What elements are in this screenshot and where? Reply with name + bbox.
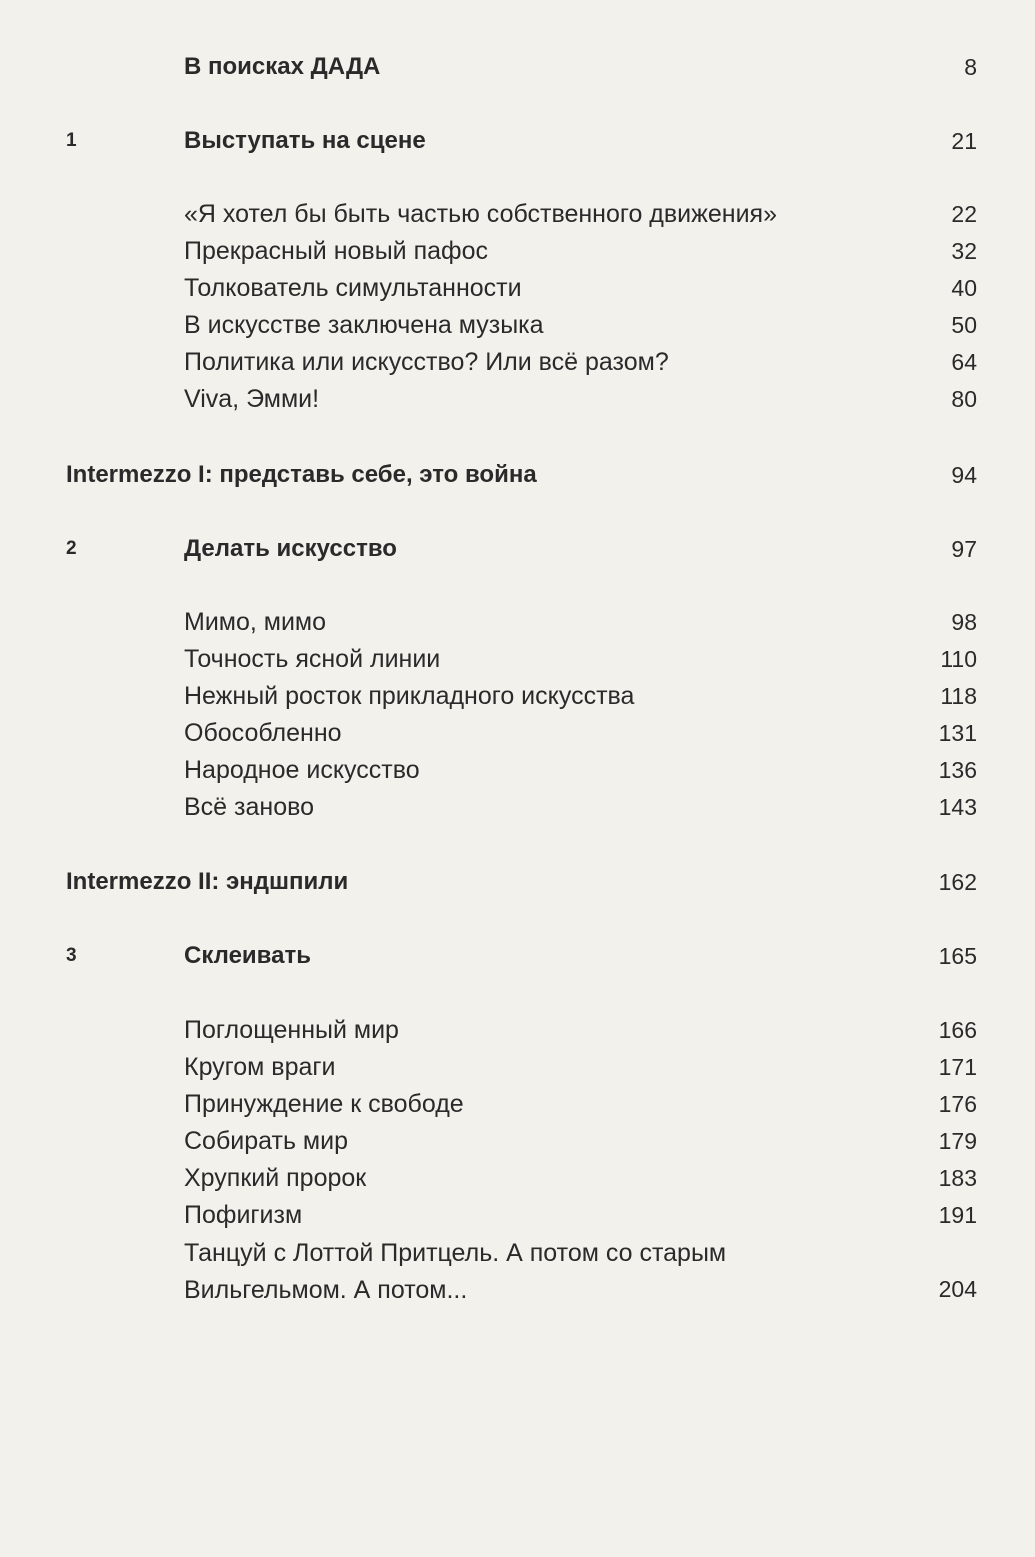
- toc-entry-title: Собирать мир: [184, 1127, 348, 1155]
- toc-chapter-2: [0, 532, 1035, 566]
- toc-intermezzo-2: [0, 865, 1035, 899]
- toc-entry: [0, 716, 1035, 750]
- chapter-title: Выступать на сцене: [184, 127, 426, 154]
- toc-entry: [0, 605, 1035, 639]
- toc-entry-page: 32: [951, 238, 977, 264]
- toc-entry-title: Нежный росток прикладного искусства: [184, 682, 635, 710]
- toc-entry-title: Хрупкий пророк: [184, 1164, 367, 1192]
- toc-entry-title: Политика или искусство? Или всё разом?: [184, 348, 669, 376]
- toc-entry-title: Принуждение к свободе: [184, 1090, 464, 1118]
- toc-entry-title: Всё заново: [184, 793, 315, 821]
- intermezzo-title: Intermezzo II: эндшпили: [66, 868, 349, 895]
- toc-entry-page: 136: [938, 757, 977, 783]
- chapter-page: 165: [938, 943, 977, 969]
- intermezzo-title: Intermezzo I: представь себе, это война: [66, 461, 537, 488]
- toc-entry: [0, 642, 1035, 676]
- toc-entry-title: Танцуй с Лоттой Притцель. А потом со старым Вильгельмом. А потом...: [184, 1239, 727, 1304]
- toc-entry-title: Точность ясной линии: [184, 645, 441, 673]
- chapter-number: 3: [66, 945, 77, 966]
- toc-entry: [0, 345, 1035, 379]
- toc-entry-page: 143: [938, 794, 977, 820]
- toc-entry-page: 204: [938, 1276, 977, 1302]
- toc-entry-multiline: [0, 1235, 1035, 1309]
- toc-entry: [0, 1198, 1035, 1232]
- toc-entry: [0, 790, 1035, 824]
- toc-entry-title: Обособленно: [184, 719, 342, 747]
- toc-entry: [0, 1050, 1035, 1084]
- intermezzo-page: 94: [951, 462, 977, 488]
- toc-entry-title: В искусстве заключена музыка: [184, 311, 544, 339]
- toc-entry-title: В поисках ДАДА: [184, 53, 381, 80]
- toc-intermezzo-1: [0, 458, 1035, 492]
- chapter-title: Делать искусство: [184, 535, 397, 562]
- toc-entry: [0, 308, 1035, 342]
- toc-entry-page: 131: [938, 720, 977, 746]
- toc-entry: [0, 234, 1035, 268]
- toc-entry-title: Кругом враги: [184, 1053, 336, 1081]
- toc-entry-title: Пофигизм: [184, 1201, 303, 1229]
- toc-entry-title: Народное искусство: [184, 756, 420, 784]
- chapter-number: 2: [66, 538, 77, 559]
- toc-entry-title: Толкователь симультанности: [184, 274, 522, 302]
- toc-entry: [0, 1161, 1035, 1195]
- toc-entry-page: 8: [964, 54, 977, 80]
- toc-entry-page: 176: [938, 1091, 977, 1117]
- toc-entry-intro: [0, 50, 1035, 84]
- toc-entry-page: 64: [951, 349, 977, 375]
- chapter-title: Склеивать: [184, 942, 311, 969]
- toc-entry-page: 22: [951, 201, 977, 227]
- toc-entry-page: 110: [940, 646, 977, 672]
- toc-entry-page: 98: [951, 609, 977, 635]
- toc-entry-page: 183: [938, 1165, 977, 1191]
- toc-entry: [0, 679, 1035, 713]
- toc-entry-title: «Я хотел бы быть частью собственного движения»: [184, 200, 777, 228]
- toc-entry: [0, 382, 1035, 416]
- toc-entry: [0, 753, 1035, 787]
- toc-chapter-3: [0, 939, 1035, 973]
- toc-entry: [0, 1013, 1035, 1047]
- intermezzo-page: 162: [938, 869, 977, 895]
- toc-entry-title: Прекрасный новый пафос: [184, 237, 488, 265]
- toc-entry-title: Viva, Эмми!: [184, 385, 320, 413]
- chapter-number: 1: [66, 130, 77, 151]
- toc-entry-page: 118: [940, 683, 977, 709]
- toc-entry-title: Мимо, мимо: [184, 608, 327, 636]
- toc-entry: [0, 197, 1035, 231]
- toc-entry: [0, 271, 1035, 305]
- toc-entry-page: 166: [938, 1017, 977, 1043]
- toc-entry-page: 171: [938, 1054, 977, 1080]
- chapter-page: 21: [951, 128, 977, 154]
- toc-entry: [0, 1124, 1035, 1158]
- toc-entry: [0, 1087, 1035, 1121]
- toc-entry-page: 50: [951, 312, 977, 338]
- toc-entry-title: Поглощенный мир: [184, 1016, 399, 1044]
- toc-entry-page: 179: [938, 1128, 977, 1154]
- chapter-page: 97: [951, 536, 977, 562]
- toc-entry-page: 80: [951, 386, 977, 412]
- toc-entry-page: 191: [938, 1202, 977, 1228]
- toc-chapter-1: [0, 124, 1035, 158]
- toc-entry-page: 40: [951, 275, 977, 301]
